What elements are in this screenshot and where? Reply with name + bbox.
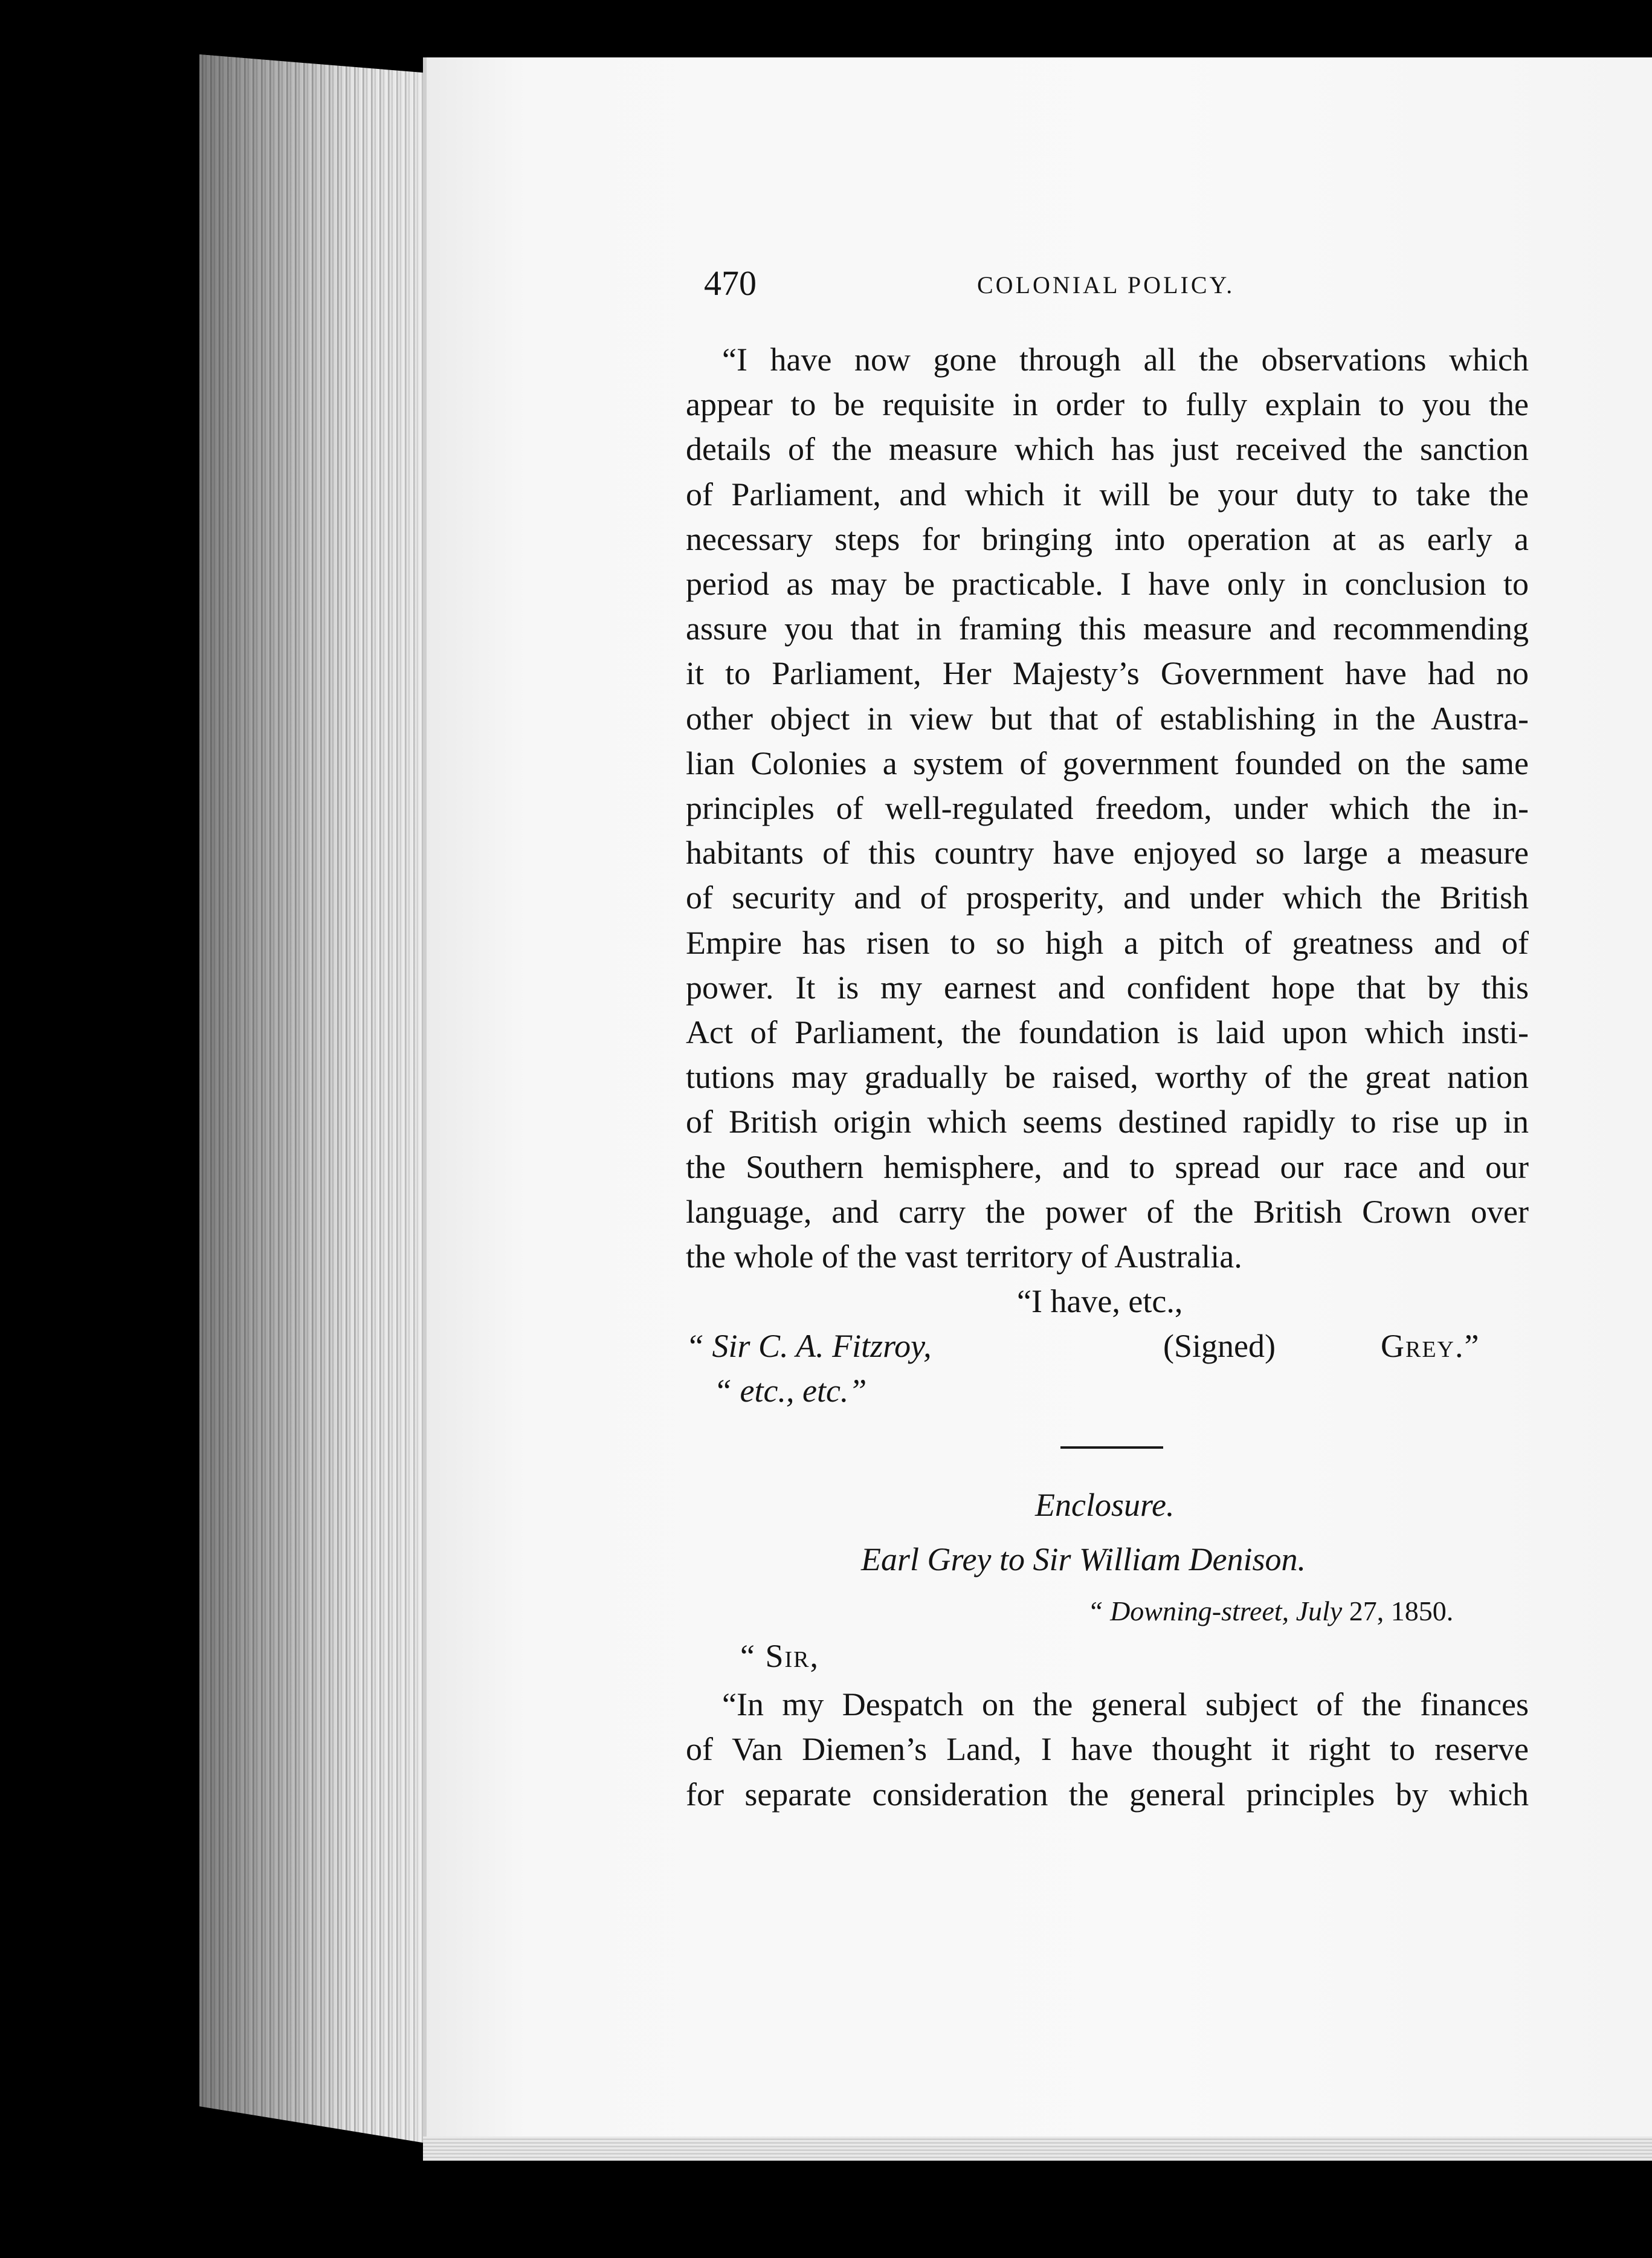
text-line: necessary steps for bringing into operation at as early a [686,520,1529,557]
text-line: power. It is my earnest and confident hope that by this [686,969,1529,1006]
text-line: Act of Parliament, the foundation is laid upon which insti- [686,1014,1529,1051]
text-line: “I have now gone through all the observations which [722,341,1529,378]
salutation: “ Sir, [740,1638,819,1675]
text-line: period as may be practicable. I have only in conclusion to [686,566,1529,603]
text-line: details of the measure which has just received the sanction [686,431,1529,468]
dateline-date: 27, 1850. [1342,1596,1454,1627]
page-edges [199,54,459,2170]
text-line: of Van Diemen’s Land, I have thought it right to reserve [686,1731,1529,1768]
enclosure-paragraph [686,1682,1529,1817]
text-line: other object in view but that of establishing in the Austra- [686,700,1529,737]
text-line: language, and carry the power of the British Crown over [686,1193,1529,1230]
letter-paragraph [686,337,1529,1279]
enclosure-heading: Enclosure. [1035,1487,1175,1524]
dateline-place: “ Downing-street, July [1088,1596,1343,1627]
text-line: appear to be requisite in order to fully explain to you the [686,386,1529,423]
text-line: “In my Despatch on the general subject of the finances [722,1686,1529,1723]
text-line: the whole of the vast territory of Australia. [686,1238,1242,1275]
page-header [686,266,1529,337]
addressee-etc: “ etc., etc.” [714,1373,867,1409]
text-line: Empire has risen to so high a pitch of greatness and of [686,924,1529,961]
dateline [1088,1591,1529,1631]
text-line: tutions may gradually be raised, worthy of the great nation [686,1059,1529,1096]
text-line: it to Parliament, Her Majesty’s Government have had no [686,655,1529,692]
signature-block [686,1279,1529,1413]
page-bottom-edges [423,2137,1652,2161]
text-line: assure you that in framing this measure and recommending [686,610,1529,647]
text-line: habitants of this country have enjoyed so large a measure [686,835,1529,872]
text-line: for separate consideration the general principles by which [686,1776,1529,1813]
text-line: the Southern hemisphere, and to spread our race and our [686,1148,1529,1185]
closing-line: “I have, etc., [1017,1283,1183,1320]
addressee: “ Sir C. A. Fitzroy, [686,1328,932,1365]
page-number: 470 [704,264,757,303]
text-line: of Parliament, and which it will be your duty to take the [686,476,1529,513]
signature: Grey.” [1381,1328,1480,1365]
running-head: COLONIAL POLICY. [977,271,1235,299]
page-text [686,266,1529,1817]
signed-note: (Signed) [1163,1328,1276,1365]
text-line: principles of well-regulated freedom, under which the in- [686,790,1529,827]
text-line: of security and of prosperity, and under which the British [686,879,1529,916]
text-line: of British origin which seems destined rapidly to rise up in [686,1104,1529,1140]
section-divider [1060,1446,1163,1449]
enclosure-route: Earl Grey to Sir William Denison. [861,1541,1306,1578]
text-line: lian Colonies a system of government founded on the same [686,745,1529,781]
